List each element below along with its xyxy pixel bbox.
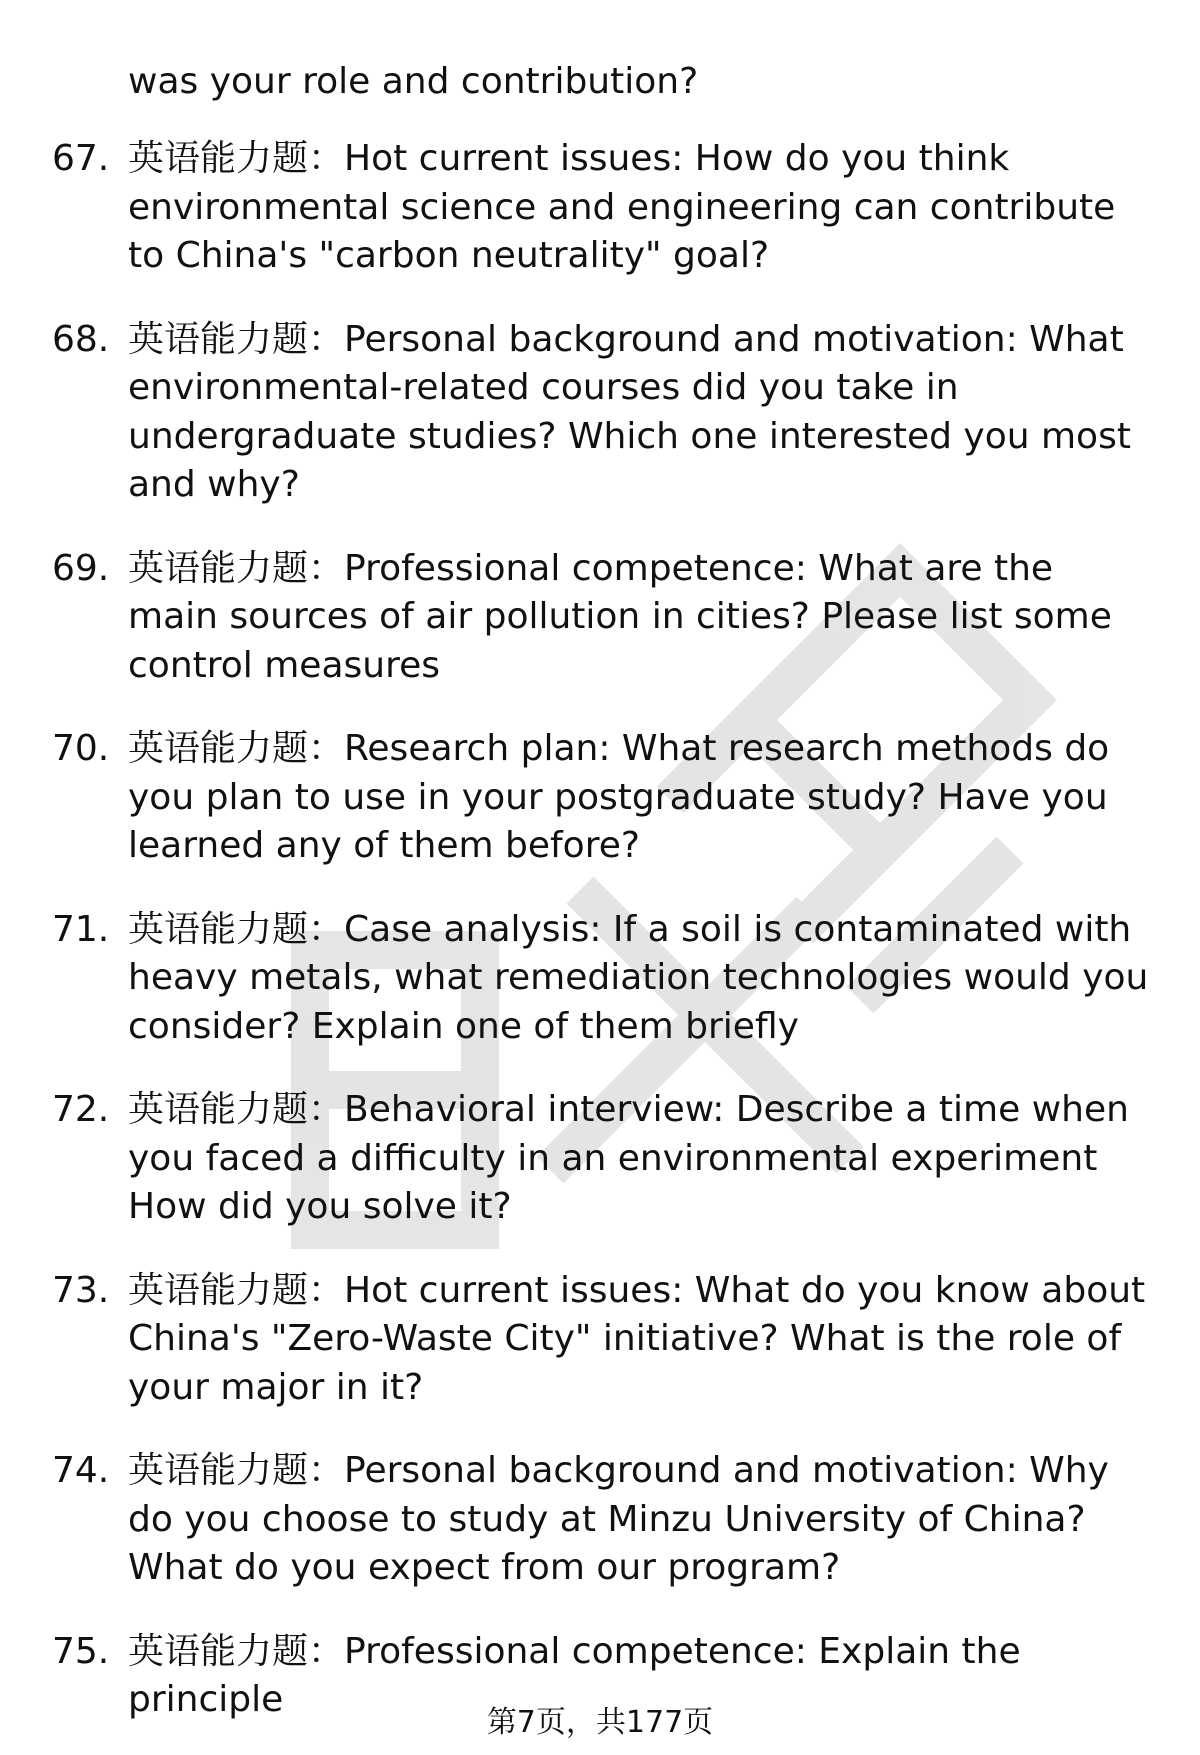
question-tag: 英语能力题： — [128, 908, 345, 950]
question-item — [0, 1628, 1200, 1720]
question-item — [0, 906, 1200, 1052]
question-item — [0, 1086, 1200, 1232]
question-tag: 英语能力题： — [128, 728, 345, 769]
question-item — [0, 135, 1200, 281]
question-tag: 英语能力题： — [128, 547, 345, 589]
question-text: Hot current issues: What do you know about China's "Zero-Waste City" initiative? What is the role of your major in it? — [128, 1269, 1146, 1408]
question-number: 67. — [52, 138, 110, 179]
question-text: Professional competence: Explain the principle — [128, 1630, 1021, 1720]
question-item — [0, 1267, 1200, 1413]
question-tag: 英语能力题： — [128, 1089, 345, 1130]
question-text: Personal background and motivation: What environmental-related courses did you take in undergraduate studies? Which one interested you most and why? — [128, 318, 1131, 505]
question-number: 73. — [52, 1269, 110, 1311]
question-number: 74. — [52, 1450, 110, 1491]
question-number: 75. — [52, 1630, 110, 1672]
question-tag: 英语能力题： — [128, 318, 345, 360]
page-footer: 第7页，共177页 — [486, 1705, 714, 1740]
question-item — [0, 316, 1200, 510]
question-text: Personal background and motivation: Why do you choose to study at Minzu University of China? What do you expect from our program? — [128, 1450, 1109, 1588]
question-tag: 英语能力题： — [128, 1630, 345, 1672]
question-number: 71. — [52, 908, 110, 950]
question-item — [0, 725, 1200, 871]
question-number: 72. — [52, 1089, 110, 1130]
question-tag: 英语能力题： — [128, 1450, 345, 1491]
question-tag: 英语能力题： — [128, 138, 345, 179]
continuation-text: was your role and contribution? — [128, 61, 699, 102]
question-number: 69. — [52, 547, 110, 589]
question-list — [0, 135, 1200, 1720]
question-tag: 英语能力题： — [128, 1269, 345, 1311]
question-text: Research plan: What research methods do you plan to use in your postgraduate study? Have you learned any of them before? — [128, 728, 1110, 866]
question-number: 68. — [52, 318, 110, 360]
question-text: Case analysis: If a soil is contaminated with heavy metals, what remediation technologies would you consider? Explain one of them briefly — [128, 908, 1149, 1047]
question-text: Hot current issues: How do you think environmental science and engineering can contribute to China's "carbon neutrality" goal? — [128, 138, 1116, 276]
question-text: Professional competence: What are the main sources of air pollution in cities? Please list some control measures — [128, 547, 1112, 686]
question-item — [0, 1447, 1200, 1593]
question-text: Behavioral interview: Describe a time when you faced a difficulty in an environmental experiment How did you solve it? — [128, 1089, 1129, 1227]
question-item — [0, 545, 1200, 691]
question-number: 70. — [52, 728, 110, 769]
